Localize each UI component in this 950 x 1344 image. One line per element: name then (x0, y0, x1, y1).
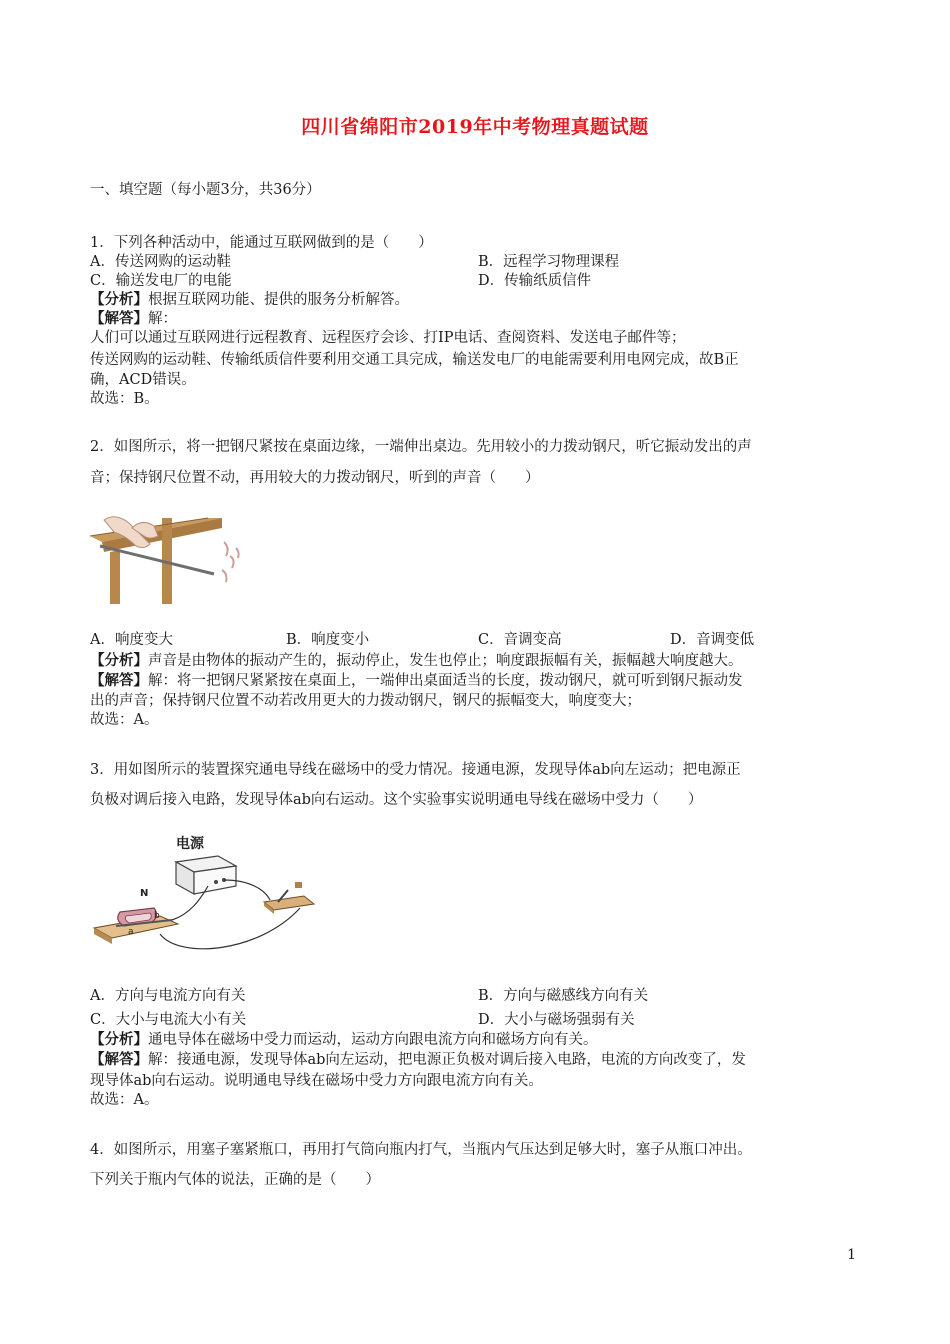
q2-answer-text: 解：将一把钢尺紧紧按在桌面上，一端伸出桌面适当的长度，拨动钢尺，就可听到钢尺振动发 (148, 673, 743, 689)
q3-option-b: B．方向与磁感线方向有关 (478, 988, 649, 1004)
q1-option-a: A．传送网购的运动鞋 (90, 254, 231, 270)
q2-option-c: C．音调变高 (478, 632, 562, 648)
q3-stem-line: 3．用如图所示的装置探究通电导线在磁场中的受力情况。接通电源，发现导体ab向左运动；把电源正 (90, 762, 741, 778)
q2-option-b: B．响度变小 (286, 632, 370, 648)
q2-analysis (90, 651, 743, 671)
q1-answer-line: 人们可以通过互联网进行远程教育、远程医疗会诊、打IP电话、查阅资料、发送电子邮件等； (90, 330, 686, 346)
q3-option-d: D．大小与磁场强弱有关 (478, 1012, 635, 1028)
q3-stem-line: 负极对调后接入电路，发现导体ab向右运动。这个实验事实说明通电导线在磁场中受力（ ） (90, 792, 703, 808)
q3-answer (90, 1050, 746, 1070)
ruler-on-table-figure (90, 508, 260, 608)
q2-option-a: A．响度变大 (90, 632, 173, 648)
q3-choice: 故选：A。 (90, 1092, 159, 1108)
q2-option-d: D．音调变低 (670, 632, 755, 648)
q3-answer-line: 现导体ab向右运动。说明通电导线在磁场中受力方向跟电流方向有关。 (90, 1073, 543, 1089)
q3-answer-text: 解：接通电源，发现导体ab向左运动，把电源正负极对调后接入电路，电流的方向改变了，发 (148, 1052, 746, 1068)
page-title: 四川省绵阳市2019年中考物理真题试题 (301, 116, 649, 138)
q1-analysis-text: 根据互联网功能、提供的服务分析解答。 (148, 292, 409, 308)
electromagnetic-apparatus-figure (90, 830, 320, 965)
section-heading: 一、填空题（每小题3分，共36分） (90, 182, 321, 198)
q3-option-a: A．方向与电流方向有关 (90, 988, 246, 1004)
analysis-tag: 【分析】 (90, 291, 148, 308)
q1-option-d: D．传输纸质信件 (478, 273, 592, 289)
q3-analysis (90, 1030, 598, 1050)
q2-answer-line: 出的声音；保持钢尺位置不动若改用更大的力拨动钢尺，钢尺的振幅变大，响度变大； (90, 693, 641, 709)
q1-answer-line: 确，ACD错误。 (90, 372, 196, 388)
magnet-n-label: N (140, 888, 149, 899)
q4-stem-line: 下列关于瓶内气体的说法，正确的是（ ） (90, 1172, 380, 1188)
q3-option-c: C．大小与电流大小有关 (90, 1012, 247, 1028)
conductor-b-label: b (154, 911, 160, 921)
q1-choice: 故选：B。 (90, 391, 159, 407)
q1-option-b: B．远程学习物理课程 (478, 254, 620, 270)
q1-stem: 1．下列各种活动中，能通过互联网做到的是（ ） (90, 235, 433, 251)
page-number: 1 (847, 1247, 856, 1263)
q2-choice: 故选：A。 (90, 712, 159, 728)
analysis-tag: 【分析】 (90, 1031, 148, 1048)
power-label: 电源 (176, 836, 204, 852)
q2-answer (90, 671, 743, 691)
q1-answer-line: 传送网购的运动鞋、传输纸质信件要利用交通工具完成，输送发电厂的电能需要利用电网完成，故B正 (90, 352, 739, 368)
q4-stem-line: 4．如图所示，用塞子塞紧瓶口，再用打气筒向瓶内打气，当瓶内气压达到足够大时，塞子从瓶口冲出。 (90, 1142, 752, 1158)
q2-analysis-text: 声音是由物体的振动产生的，振动停止，发生也停止；响度跟振幅有关，振幅越大响度越大。 (148, 653, 743, 669)
conductor-a-label: a (128, 927, 134, 937)
q1-option-c: C．输送发电厂的电能 (90, 273, 232, 289)
answer-tag: 【解答】 (90, 1051, 148, 1068)
q3-analysis-text: 通电导体在磁场中受力而运动，运动方向跟电流方向和磁场方向有关。 (148, 1032, 598, 1048)
answer-tag: 【解答】 (90, 310, 148, 327)
answer-tag: 【解答】 (90, 672, 148, 689)
q2-stem-line: 2．如图所示，将一把钢尺紧按在桌面边缘，一端伸出桌边。先用较小的力拨动钢尺，听它振动发出的声 (90, 439, 752, 455)
q1-answer-head: 解： (148, 311, 177, 327)
q1-answer (90, 309, 177, 329)
q2-stem-line: 音；保持钢尺位置不动，再用较大的力拨动钢尺，听到的声音（ ） (90, 470, 540, 486)
analysis-tag: 【分析】 (90, 652, 148, 669)
q1-analysis (90, 290, 409, 310)
